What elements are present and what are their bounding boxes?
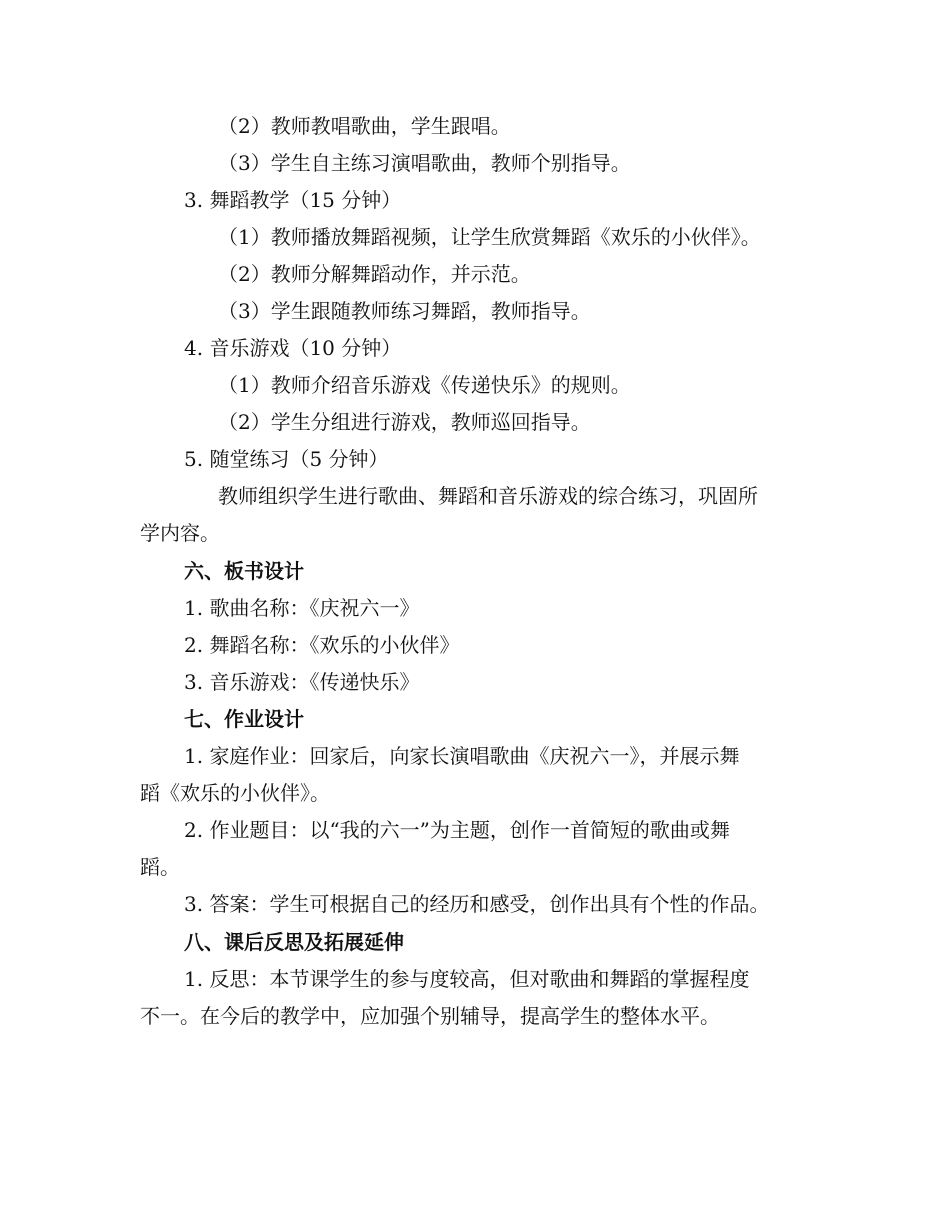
text-line: （2）教师教唱歌曲，学生跟唱。 xyxy=(218,114,511,138)
text-line: （1）教师播放舞蹈视频，让学生欣赏舞蹈《欢乐的小伙伴》。 xyxy=(218,225,761,249)
list-item: 1. 家庭作业：回家后，向家长演唱歌曲《庆祝六一》，并展示舞 xyxy=(184,744,740,768)
text-line: （3）学生自主练习演唱歌曲，教师个别指导。 xyxy=(218,151,631,175)
list-item: 3. 舞蹈教学（15 分钟） xyxy=(184,188,402,212)
text-line: （2）学生分组进行游戏，教师巡回指导。 xyxy=(218,410,591,434)
list-item: 2. 作业题目：以“我的六一”为主题，创作一首简短的歌曲或舞 xyxy=(184,818,730,842)
list-item: 1. 歌曲名称：《庆祝六一》 xyxy=(184,596,420,620)
list-item: 1. 反思：本节课学生的参与度较高，但对歌曲和舞蹈的掌握程度 xyxy=(184,967,750,991)
list-item: 5. 随堂练习（5 分钟） xyxy=(184,447,389,471)
paragraph-line: 蹈《欢乐的小伙伴》。 xyxy=(140,781,330,805)
section-heading: 七、作业设计 xyxy=(184,707,304,731)
list-item: 3. 答案：学生可根据自己的经历和感受，创作出具有个性的作品。 xyxy=(184,892,770,916)
text-line: （2）教师分解舞蹈动作，并示范。 xyxy=(218,262,531,286)
list-item: 3. 音乐游戏：《传递快乐》 xyxy=(184,670,420,694)
list-item: 4. 音乐游戏（10 分钟） xyxy=(184,336,402,360)
list-item: 2. 舞蹈名称：《欢乐的小伙伴》 xyxy=(184,633,460,657)
text-line: （1）教师介绍音乐游戏《传递快乐》的规则。 xyxy=(218,373,631,397)
paragraph-line: 不一。在今后的教学中，应加强个别辅导，提高学生的整体水平。 xyxy=(140,1004,720,1028)
section-heading: 八、课后反思及拓展延伸 xyxy=(184,930,404,954)
section-heading: 六、板书设计 xyxy=(184,559,304,583)
text-line: （3）学生跟随教师练习舞蹈，教师指导。 xyxy=(218,299,591,323)
paragraph-line: 蹈。 xyxy=(140,855,180,879)
paragraph-line: 学内容。 xyxy=(140,521,220,545)
paragraph-line: 教师组织学生进行歌曲、舞蹈和音乐游戏的综合练习，巩固所 xyxy=(218,484,758,508)
